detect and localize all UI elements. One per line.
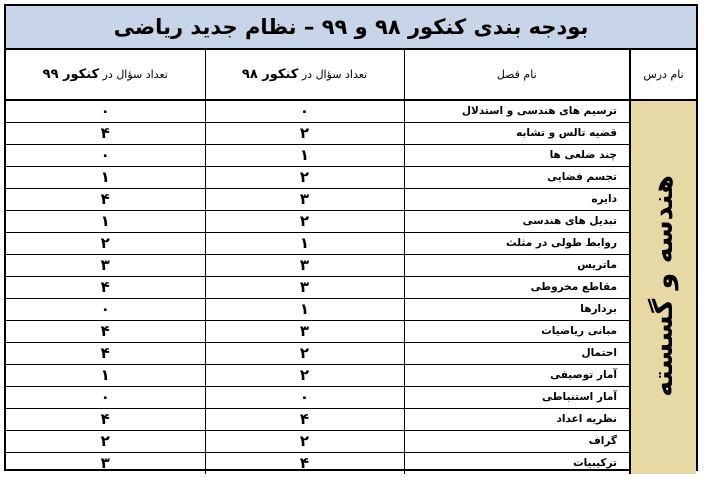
questions-98: ۱ [205,144,404,166]
questions-99: ۴ [6,342,205,364]
chapter-name: احتمال [404,342,630,364]
questions-99: ۱ [6,166,205,188]
table-row [6,298,696,320]
table-row [6,408,696,430]
chapter-name: چند ضلعی ها [404,144,630,166]
table-row [6,188,696,210]
table-row [6,342,696,364]
questions-98: ۳ [205,254,404,276]
header-98-prefix: تعداد سؤال در [301,68,368,81]
questions-98: ۱ [205,232,404,254]
header-questions-98 [205,50,404,100]
questions-99: ۰ [6,144,205,166]
header-subject: نام درس [630,50,696,100]
table-row [6,144,696,166]
chapter-name: ترسیم های هندسی و استدلال [404,100,630,122]
table-row [6,452,696,474]
questions-99: ۴ [6,276,205,298]
questions-99: ۰ [6,100,205,122]
table-header-row [6,50,696,100]
table-row [6,430,696,452]
header-99-bold: کنکور ۹۹ [42,67,100,82]
table-row [6,320,696,342]
questions-99: ۳ [100,454,110,473]
questions-99: ۲ [6,430,205,452]
table-row [6,232,696,254]
chapter-name: روابط طولی در مثلث [404,232,630,254]
chapter-name: دایره [404,188,630,210]
subject-name: هندسه و گسسته [648,175,679,397]
chapter-name: نظریه اعداد [404,408,630,430]
questions-98: ۴ [205,452,404,474]
questions-98: ۲ [205,364,404,386]
questions-98: ۲ [205,210,404,232]
chapter-name: تبدیل های هندسی [404,210,630,232]
questions-99: ۴ [6,188,205,210]
budget-table [6,50,696,474]
questions-98: ۳ [205,276,404,298]
table-row [6,210,696,232]
chapter-name: بردارها [404,298,630,320]
table-row [6,254,696,276]
header-questions-99 [6,50,205,100]
table-row [6,122,696,144]
questions-98: ۲ [205,122,404,144]
questions-99: ۰ [6,386,205,408]
table-row [6,100,696,122]
chapter-name: مبانی ریاضیات [404,320,630,342]
questions-98: ۰ [205,100,404,122]
chapter-name: آمار استنباطی [404,386,630,408]
chapter-name: مقاطع مخروطی [404,276,630,298]
questions-99: ۴ [6,320,205,342]
table-row [6,386,696,408]
table-row [6,166,696,188]
questions-98: ۱ [205,298,404,320]
questions-98: ۳ [205,188,404,210]
chapter-name: گراف [404,430,630,452]
table-body [6,100,696,474]
header-98-bold: کنکور ۹۸ [241,67,299,82]
questions-99: ۱ [6,210,205,232]
questions-98: ۳ [205,320,404,342]
questions-98: ۲ [205,342,404,364]
questions-99: ۲ [6,232,205,254]
chapter-name: تجسم فضایی [404,166,630,188]
header-chapter: نام فصل [404,50,630,100]
questions-99: ۰ [6,298,205,320]
subject-cell [630,100,696,474]
header-99-prefix: تعداد سؤال در [102,68,168,81]
questions-98: ۲ [205,430,404,452]
questions-99: ۳ [6,254,205,276]
questions-98: ۰ [205,386,404,408]
questions-99: ۴ [6,122,205,144]
questions-99: ۱ [6,364,205,386]
chapter-name: آمار توصیفی [404,364,630,386]
chapter-name: قضیه تالس و تشابه [404,122,630,144]
questions-98: ۲ [205,166,404,188]
chapter-name: ماتریس [404,254,630,276]
chapter-name: ترکیبیات [404,452,630,474]
budget-table-frame [4,4,698,471]
page-title: بودجه بندی کنکور ۹۸ و ۹۹ – نظام جدید ریاضی [6,6,696,50]
table-row [6,276,696,298]
table-row [6,364,696,386]
questions-99: ۴ [6,408,205,430]
questions-98: ۴ [205,408,404,430]
